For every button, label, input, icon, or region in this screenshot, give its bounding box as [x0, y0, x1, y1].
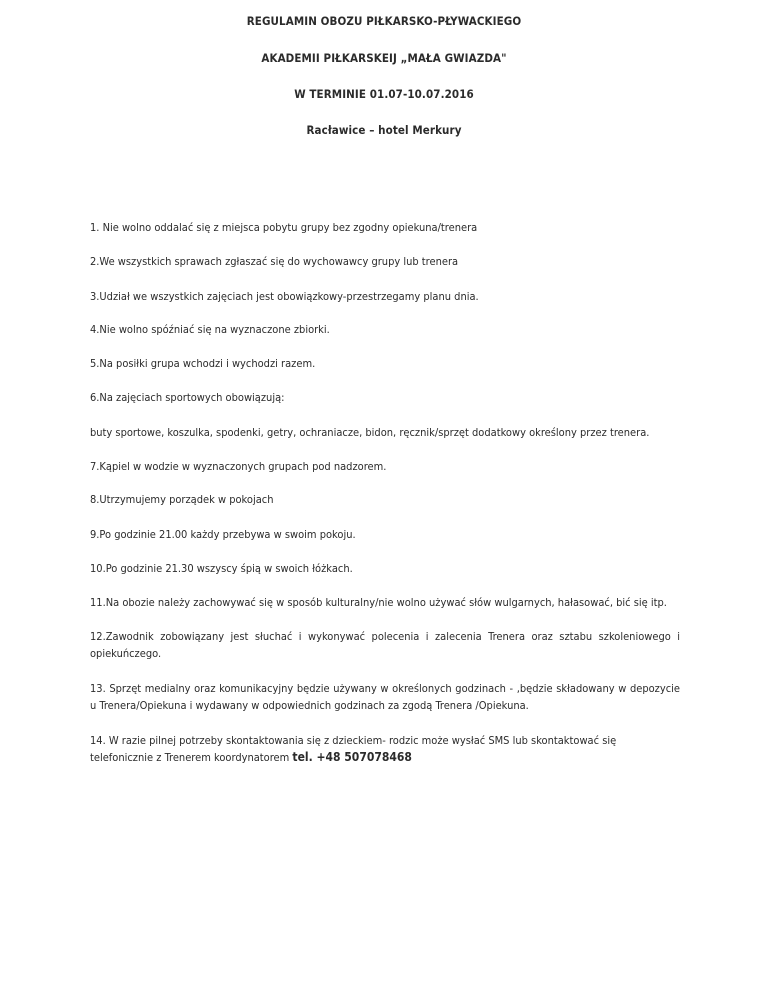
academy-name: AKADEMII PIŁKARSKEIJ „MAŁA GWIAZDA" [261, 51, 507, 65]
rule-14-text: 14. W razie pilnej potrzeby skontaktowania się z dzieckiem- rodzic może wysłać SMS lub skontaktować się telefonicznie z Trenerem koordynatorem [90, 734, 617, 764]
rule-2: 2.We wszystkich sprawach zgłaszać się do wychowawcy grupy lub trenera [90, 255, 459, 268]
rule-7: 7.Kąpiel w wodzie w wyznaczonych grupach pod nadzorem. [90, 460, 387, 473]
coordinator-phone: tel. +48 507078468 [292, 750, 412, 764]
rule-11: 11.Na obozie należy zachowywać się w sposób kulturalny/nie wolno używać słów wulgarnych, hałasować, bić się itp. [90, 596, 667, 609]
rule-6: 6.Na zajęciach sportowych obowiązują: [90, 391, 285, 404]
rule-6-equipment: buty sportowe, koszulka, spodenki, getry, ochraniacze, bidon, ręcznik/sprzęt dodatkowy określony przez trenera. [90, 426, 650, 439]
document-title: REGULAMIN OBOZU PIŁKARSKO-PŁYWACKIEGO [246, 14, 522, 28]
rule-8: 8.Utrzymujemy porządek w pokojach [90, 493, 274, 506]
rule-12: 12.Zawodnik zobowiązany jest słuchać i wykonywać polecenia i zalecenia Trenera oraz sztabu szkoleniowego i opiekuńczego. [90, 630, 680, 660]
camp-location: Racławice – hotel Merkury [306, 123, 462, 137]
camp-dates: W TERMINIE 01.07-10.07.2016 [294, 87, 474, 101]
rule-4: 4.Nie wolno spóźniać się na wyznaczone zbiorki. [90, 323, 330, 336]
rule-14 [90, 732, 680, 766]
rule-10: 10.Po godzinie 21.30 wszyscy śpią w swoich łóżkach. [90, 562, 353, 575]
rule-1: 1. Nie wolno oddalać się z miejsca pobytu grupy bez zgodny opiekuna/trenera [90, 221, 478, 234]
rule-9: 9.Po godzinie 21.00 każdy przebywa w swoim pokoju. [90, 528, 356, 541]
rule-5: 5.Na posiłki grupa wchodzi i wychodzi razem. [90, 357, 316, 370]
rule-13: 13. Sprzęt medialny oraz komunikacyjny będzie używany w określonych godzinach - ,będzie składowany w depozycie u Trenera/Opiekuna i wydawany w odpowiednich godzinach za zgodą Trenera /Opiekuna. [90, 682, 680, 712]
rule-3: 3.Udział we wszystkich zajęciach jest obowiązkowy-przestrzegamy planu dnia. [90, 290, 479, 303]
